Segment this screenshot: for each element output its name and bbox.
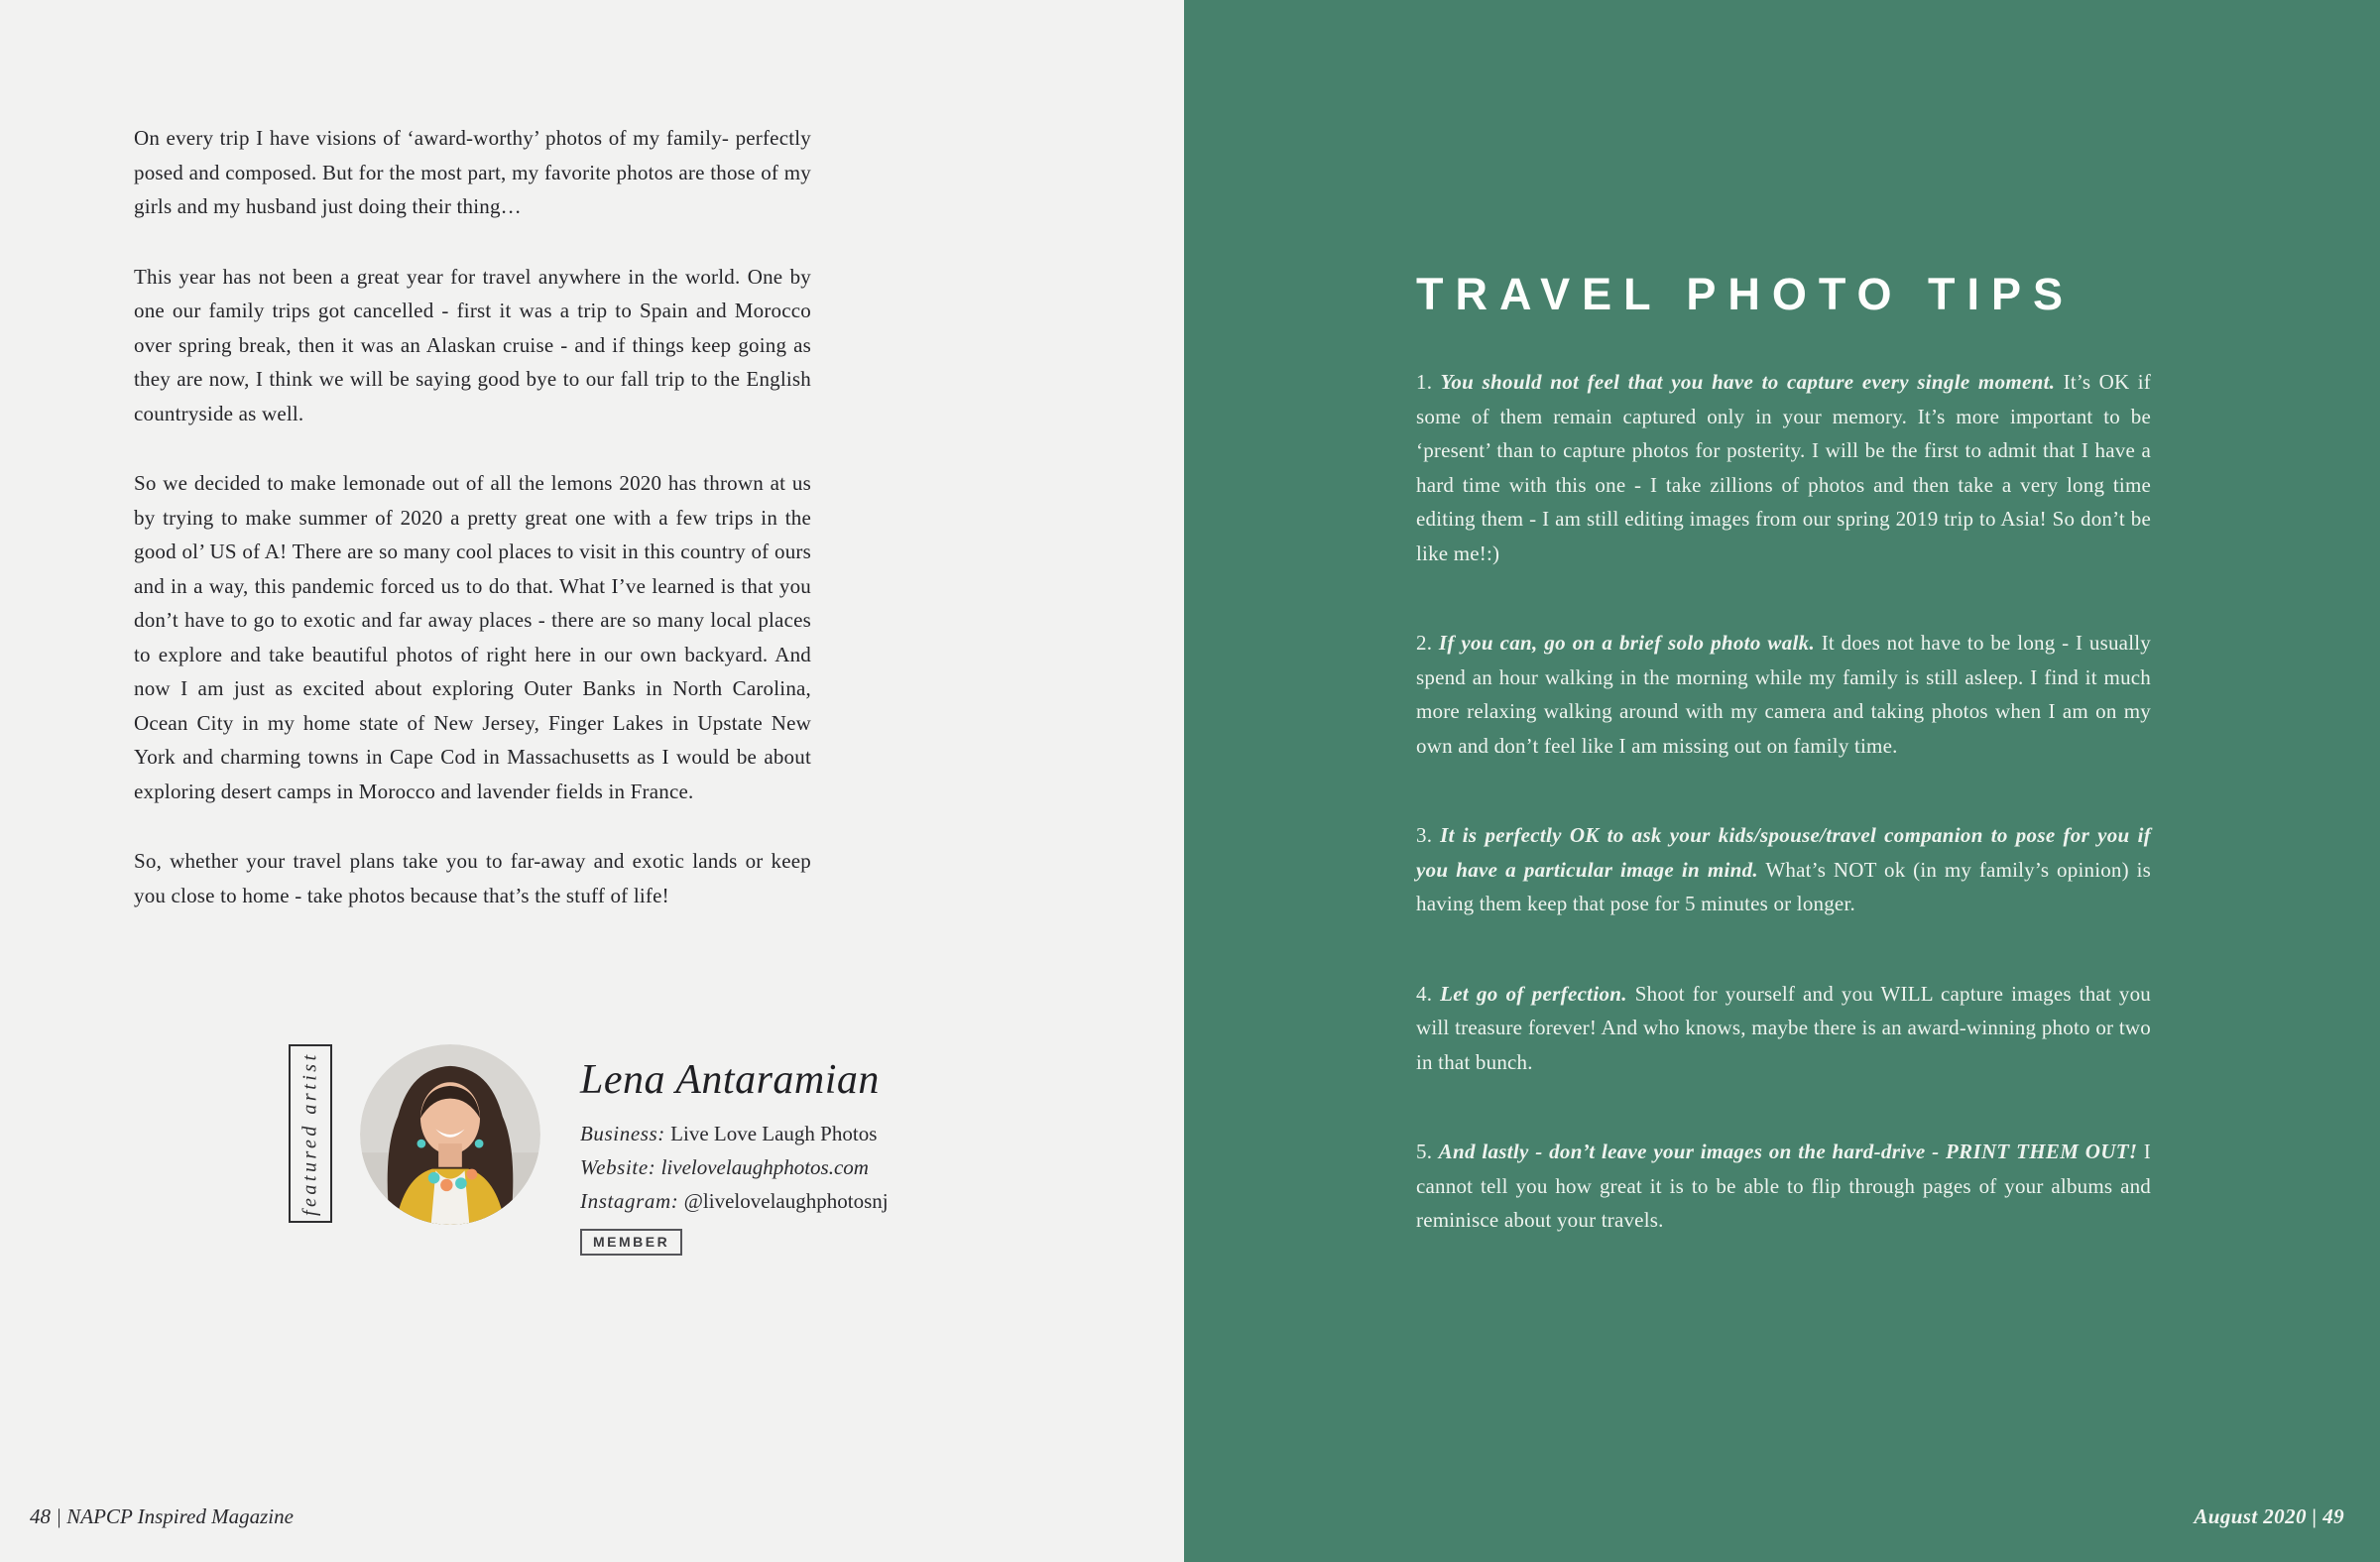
article-paragraph: So, whether your travel plans take you to far-away and exotic lands or keep you close to home - take photos because that’s the stuff of life!	[134, 849, 811, 907]
tip-item-4	[1416, 977, 2151, 1080]
business-label: Business:	[580, 1122, 665, 1145]
artist-business-line	[580, 1118, 889, 1149]
right-page-footer: August 2020 | 49	[2194, 1504, 2344, 1528]
left-page-footer: 48 | NAPCP Inspired Magazine	[30, 1504, 294, 1528]
tip-lead: And lastly - don’t leave your images on the hard-drive - PRINT THEM OUT!	[1438, 1140, 2138, 1163]
instagram-label: Instagram:	[580, 1189, 679, 1213]
tips-list	[1416, 365, 2151, 1238]
artist-headshot-illustration	[360, 1044, 540, 1225]
artist-name: Lena Antaramian	[580, 1057, 880, 1103]
member-badge: MEMBER	[580, 1229, 682, 1256]
right-page	[1184, 0, 2380, 1562]
artist-photo	[360, 1044, 540, 1225]
tip-body: It does not have to be long - I usually spend an hour walking in the morning while my family is still asleep. I find it much more relaxing walking around with my camera and taking photos when I am on my own and don’t feel like I am missing out on family time.	[1416, 631, 2151, 758]
instagram-value: @livelovelaughphotosnj	[683, 1189, 889, 1213]
tip-body: Shoot for yourself and you WILL capture images that you will treasure forever! And who knows, maybe there is an award-winning photo or two in that bunch.	[1416, 981, 2152, 1074]
tip-number: 4.	[1416, 981, 1433, 1006]
tip-item-3	[1416, 818, 2151, 921]
article-paragraph: On every trip I have visions of ‘award-worthy’ photos of my family- perfectly posed and composed. But for the most part, my favorite photos are those of my girls and my husband just doing their thing…	[134, 126, 811, 218]
artist-info	[580, 1044, 889, 1256]
tip-lead: You should not feel that you have to capture every single moment.	[1440, 370, 2056, 394]
tip-body: It’s OK if some of them remain captured only in your memory. It’s more important to be ‘present’ than to capture photos for posterity. I will be the first to admit that I have a hard time with this one - I take zillions of photos and then take a very long time editing them - I am still editing images from our spring 2019 trip to Asia! So don’t be like me!:)	[1416, 370, 2152, 565]
tip-item-1	[1416, 365, 2151, 570]
tip-body: What’s NOT ok (in my family’s opinion) is having them keep that pose for 5 minutes or longer.	[1416, 857, 2151, 915]
tip-number: 5.	[1416, 1140, 1433, 1163]
page-title: TRAVEL PHOTO TIPS	[1416, 269, 2076, 319]
tip-body: I cannot tell you how great it is to be able to flip through pages of your albums and reminisce about your travels.	[1416, 1140, 2151, 1232]
article-paragraph: This year has not been a great year for travel anywhere in the world. One by one our family trips got cancelled - first it was a trip to Spain and Morocco over spring break, then it was an Alaskan cruise - and if things keep going as they are now, I think we will be saying good bye to our fall trip to the English countryside as well.	[134, 264, 811, 425]
tip-number: 3.	[1416, 823, 1433, 847]
tip-number: 1.	[1416, 370, 1433, 394]
tip-number: 2.	[1416, 631, 1433, 655]
business-value: Live Love Laugh Photos	[670, 1122, 878, 1145]
tip-lead: Let go of perfection.	[1440, 981, 1627, 1006]
artist-instagram-line	[580, 1185, 889, 1217]
website-value: livelovelaughphotos.com	[660, 1155, 869, 1179]
website-label: Website:	[580, 1155, 656, 1179]
tip-lead: It is perfectly OK to ask your kids/spouse/travel companion to pose for you if you have a particular image in mind.	[1416, 823, 2152, 882]
tip-item-5	[1416, 1135, 2151, 1238]
tip-lead: If you can, go on a brief solo photo walk.	[1438, 631, 1816, 655]
article-body	[134, 121, 811, 912]
featured-artist-side-label: featured artist	[289, 1044, 332, 1223]
artist-website-line	[580, 1151, 889, 1183]
article-paragraph: So we decided to make lemonade out of all the lemons 2020 has thrown at us by trying to make summer of 2020 a pretty great one with a few trips in the good ol’ US of A! There are so many cool places to visit in this country of ours and in a way, this pandemic forced us to do that. What I’ve learned is that you don’t have to go to exotic and far away places - there are so many local places to explore and take beautiful photos of right here in our own backyard. And now I am just as excited about exploring Outer Banks in North Carolina, Ocean City in my home state of New Jersey, Finger Lakes in Upstate New York and charming towns in Cape Cod in Massachusetts as I would be about exploring desert camps in Morocco and lavender fields in France.	[134, 471, 811, 803]
featured-artist-card	[289, 1044, 889, 1256]
left-page	[0, 0, 1184, 1562]
tip-item-2	[1416, 626, 2151, 763]
